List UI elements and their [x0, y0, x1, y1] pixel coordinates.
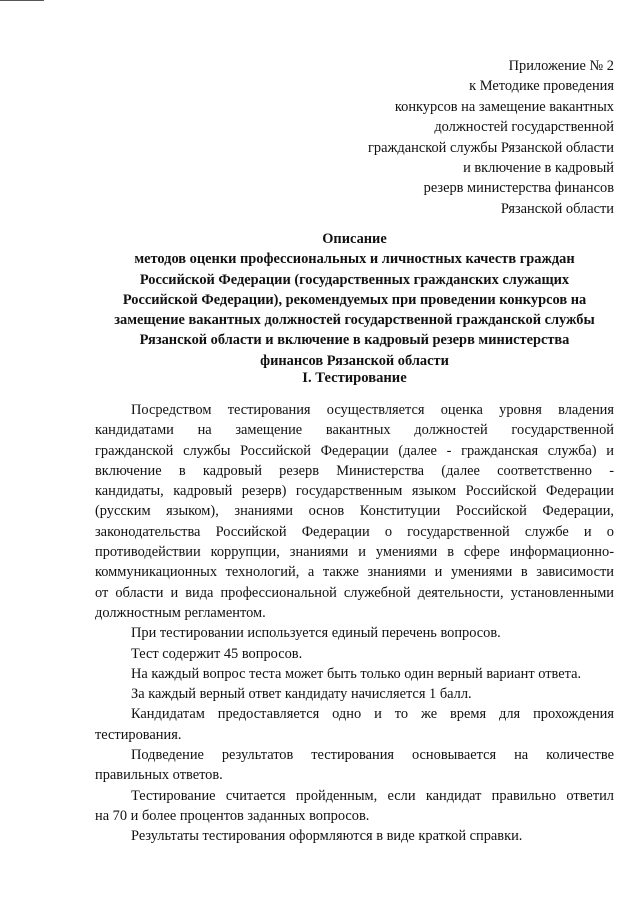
title-line: Российской Федерации), рекомендуемых при проведении конкурсов на	[122, 291, 587, 308]
title-line: замещение вакантных должностей государственной гражданской службы	[114, 312, 595, 329]
scan-edge-rule	[0, 0, 44, 1]
appendix-line: конкурсов на замещение вакантных	[394, 98, 614, 115]
appendix-line: должностей государственной	[434, 119, 614, 136]
body-line: За каждый верный ответ кандидату начисляется 1 балл.	[131, 686, 472, 703]
body-line: от области и вида профессиональной служебной деятельности, установленными	[95, 584, 614, 601]
document-title	[95, 229, 614, 371]
body-line: должностным регламентом.	[95, 604, 266, 621]
appendix-line: резерв министерства финансов	[423, 180, 614, 197]
title-line: Рязанской области и включение в кадровый резерв министерства	[139, 332, 570, 349]
body-line: гражданской службы Российской Федерации (далее - гражданская служба) и	[95, 442, 614, 459]
body-line: Подведение результатов тестирования основывается на количестве	[131, 747, 614, 764]
title-line: Описание	[322, 231, 387, 247]
body-line: противодействии коррупции, знаниями и умениями в сфере информационно-	[95, 544, 614, 561]
document-page	[95, 0, 614, 905]
appendix-line: Приложение № 2	[508, 58, 614, 74]
section-body	[95, 400, 614, 847]
body-line: На каждый вопрос теста может быть только один верный вариант ответа.	[131, 665, 582, 682]
body-line: (русским языком), знаниями основ Конституции Российской Федерации,	[95, 503, 614, 520]
title-line: финансов Рязанской области	[260, 352, 449, 369]
appendix-line: к Методике проведения	[469, 78, 614, 95]
title-line: методов оценки профессиональных и личностных качеств граждан	[134, 251, 575, 268]
body-line: тестирования.	[95, 726, 182, 743]
body-line: Кандидатам предоставляется одно и то же время для прохождения	[131, 706, 614, 723]
title-line: Российской Федерации (государственных гражданских служащих	[139, 271, 570, 288]
body-line: включение в кадровый резерв Министерства (далее соответственно -	[95, 462, 614, 479]
body-line: Тест содержит 45 вопросов.	[131, 645, 303, 662]
body-line: кандидаты, кадровый резерв) государственным языком Российской Федерации	[95, 483, 614, 500]
body-line: кандидатами на замещение вакантных должностей государственной	[95, 422, 614, 439]
appendix-line: Рязанской области	[500, 200, 614, 217]
body-line: Посредством тестирования осуществляется оценка уровня владения	[131, 402, 614, 418]
body-line: При тестировании используется единый перечень вопросов.	[131, 625, 501, 642]
body-line: Результаты тестирования оформляются в виде краткой справки.	[131, 828, 523, 845]
appendix-line: гражданской службы Рязанской области	[368, 139, 614, 156]
body-line: правильных ответов.	[95, 767, 223, 784]
appendix-reference	[314, 56, 614, 219]
body-line: коммуникационных технологий, а также знаниями и умениями в зависимости	[95, 564, 614, 581]
body-line: Тестирование считается пройденным, если кандидат правильно ответил	[131, 787, 614, 804]
body-line: законодательства Российской Федерации о государственной службе и о	[95, 523, 614, 540]
section-heading: I. Тестирование	[302, 370, 407, 386]
body-line: на 70 и более процентов заданных вопросов.	[95, 807, 370, 824]
appendix-line: и включение в кадровый	[463, 160, 614, 177]
